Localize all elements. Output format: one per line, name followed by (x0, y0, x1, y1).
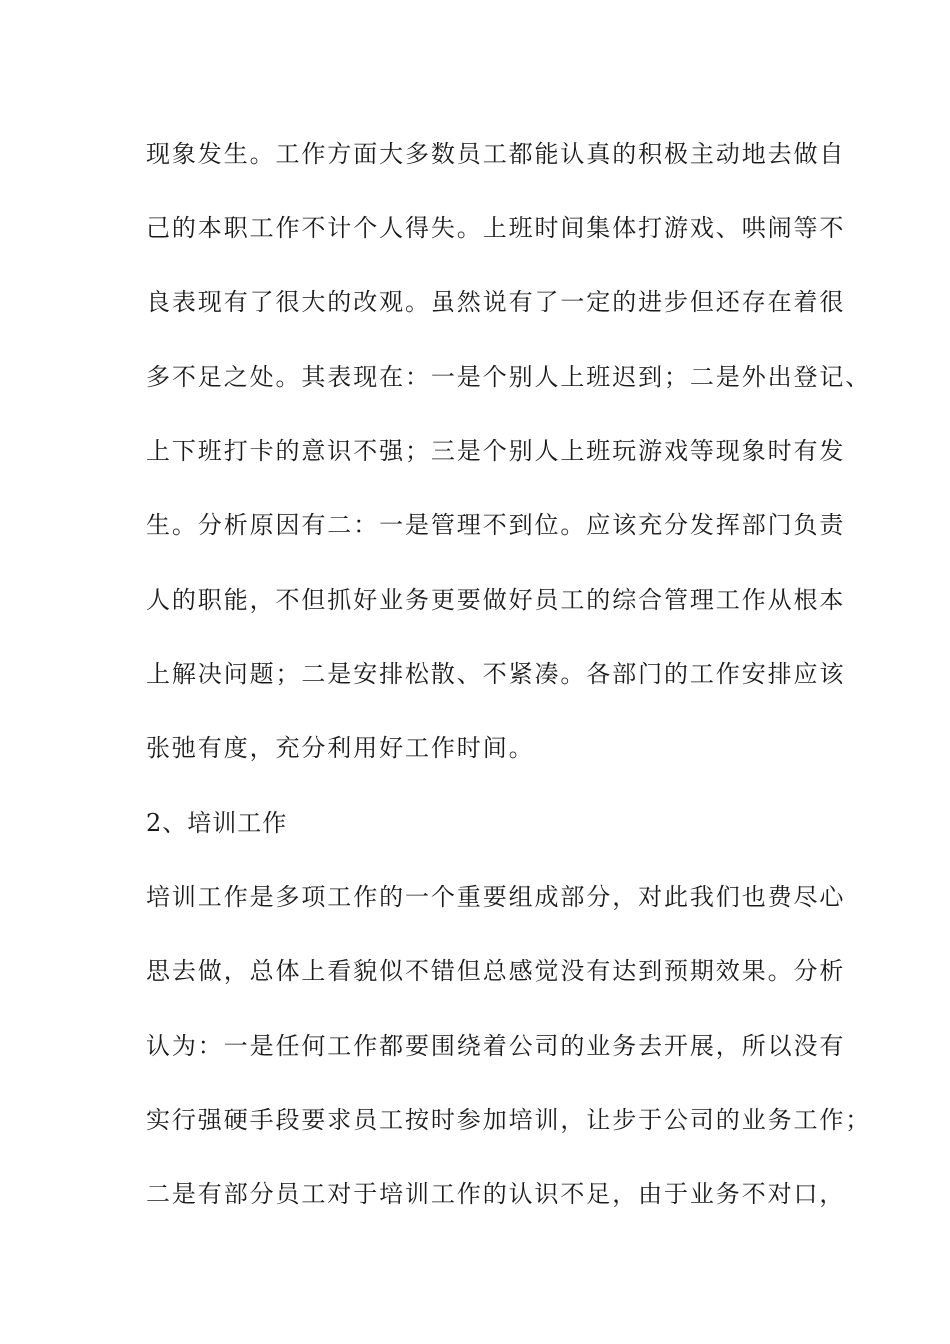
paragraph-line-3: 良表现有了很大的改观。虽然说有了一定的进步但还存在着很 (146, 288, 846, 316)
paragraph-line-6: 生。分析原因有二：一是管理不到位。应该充分发挥部门负责 (146, 511, 846, 539)
section-line-4: 实行强硬手段要求员工按时参加培训，让步于公司的业务工作； (146, 1106, 872, 1134)
paragraph-line-7: 人的职能，不但抓好业务更要做好员工的综合管理工作从根本 (146, 586, 846, 614)
paragraph-line-8: 上解决问题；二是安排松散、不紧凑。各部门的工作安排应该 (146, 660, 846, 688)
paragraph-line-2: 己的本职工作不计个人得失。上班时间集体打游戏、哄闹等不 (146, 214, 846, 242)
section-line-2: 思去做，总体上看貌似不错但总感觉没有达到预期效果。分析 (146, 957, 846, 985)
paragraph-line-4: 多不足之处。其表现在：一是个别人上班迟到；二是外出登记、 (146, 363, 872, 391)
section-line-5: 二是有部分员工对于培训工作的认识不足，由于业务不对口， (146, 1180, 846, 1208)
section-heading: 2、培训工作 (146, 809, 288, 837)
paragraph-line-1: 现象发生。工作方面大多数员工都能认真的积极主动地去做自 (146, 140, 846, 168)
paragraph-line-5: 上下班打卡的意识不强；三是个别人上班玩游戏等现象时有发 (146, 437, 846, 465)
section-line-1: 培训工作是多项工作的一个重要组成部分，对此我们也费尽心 (146, 883, 846, 911)
paragraph-line-9: 张弛有度，充分利用好工作时间。 (146, 734, 535, 762)
section-line-3: 认为：一是任何工作都要围绕着公司的业务去开展，所以没有 (146, 1032, 846, 1060)
